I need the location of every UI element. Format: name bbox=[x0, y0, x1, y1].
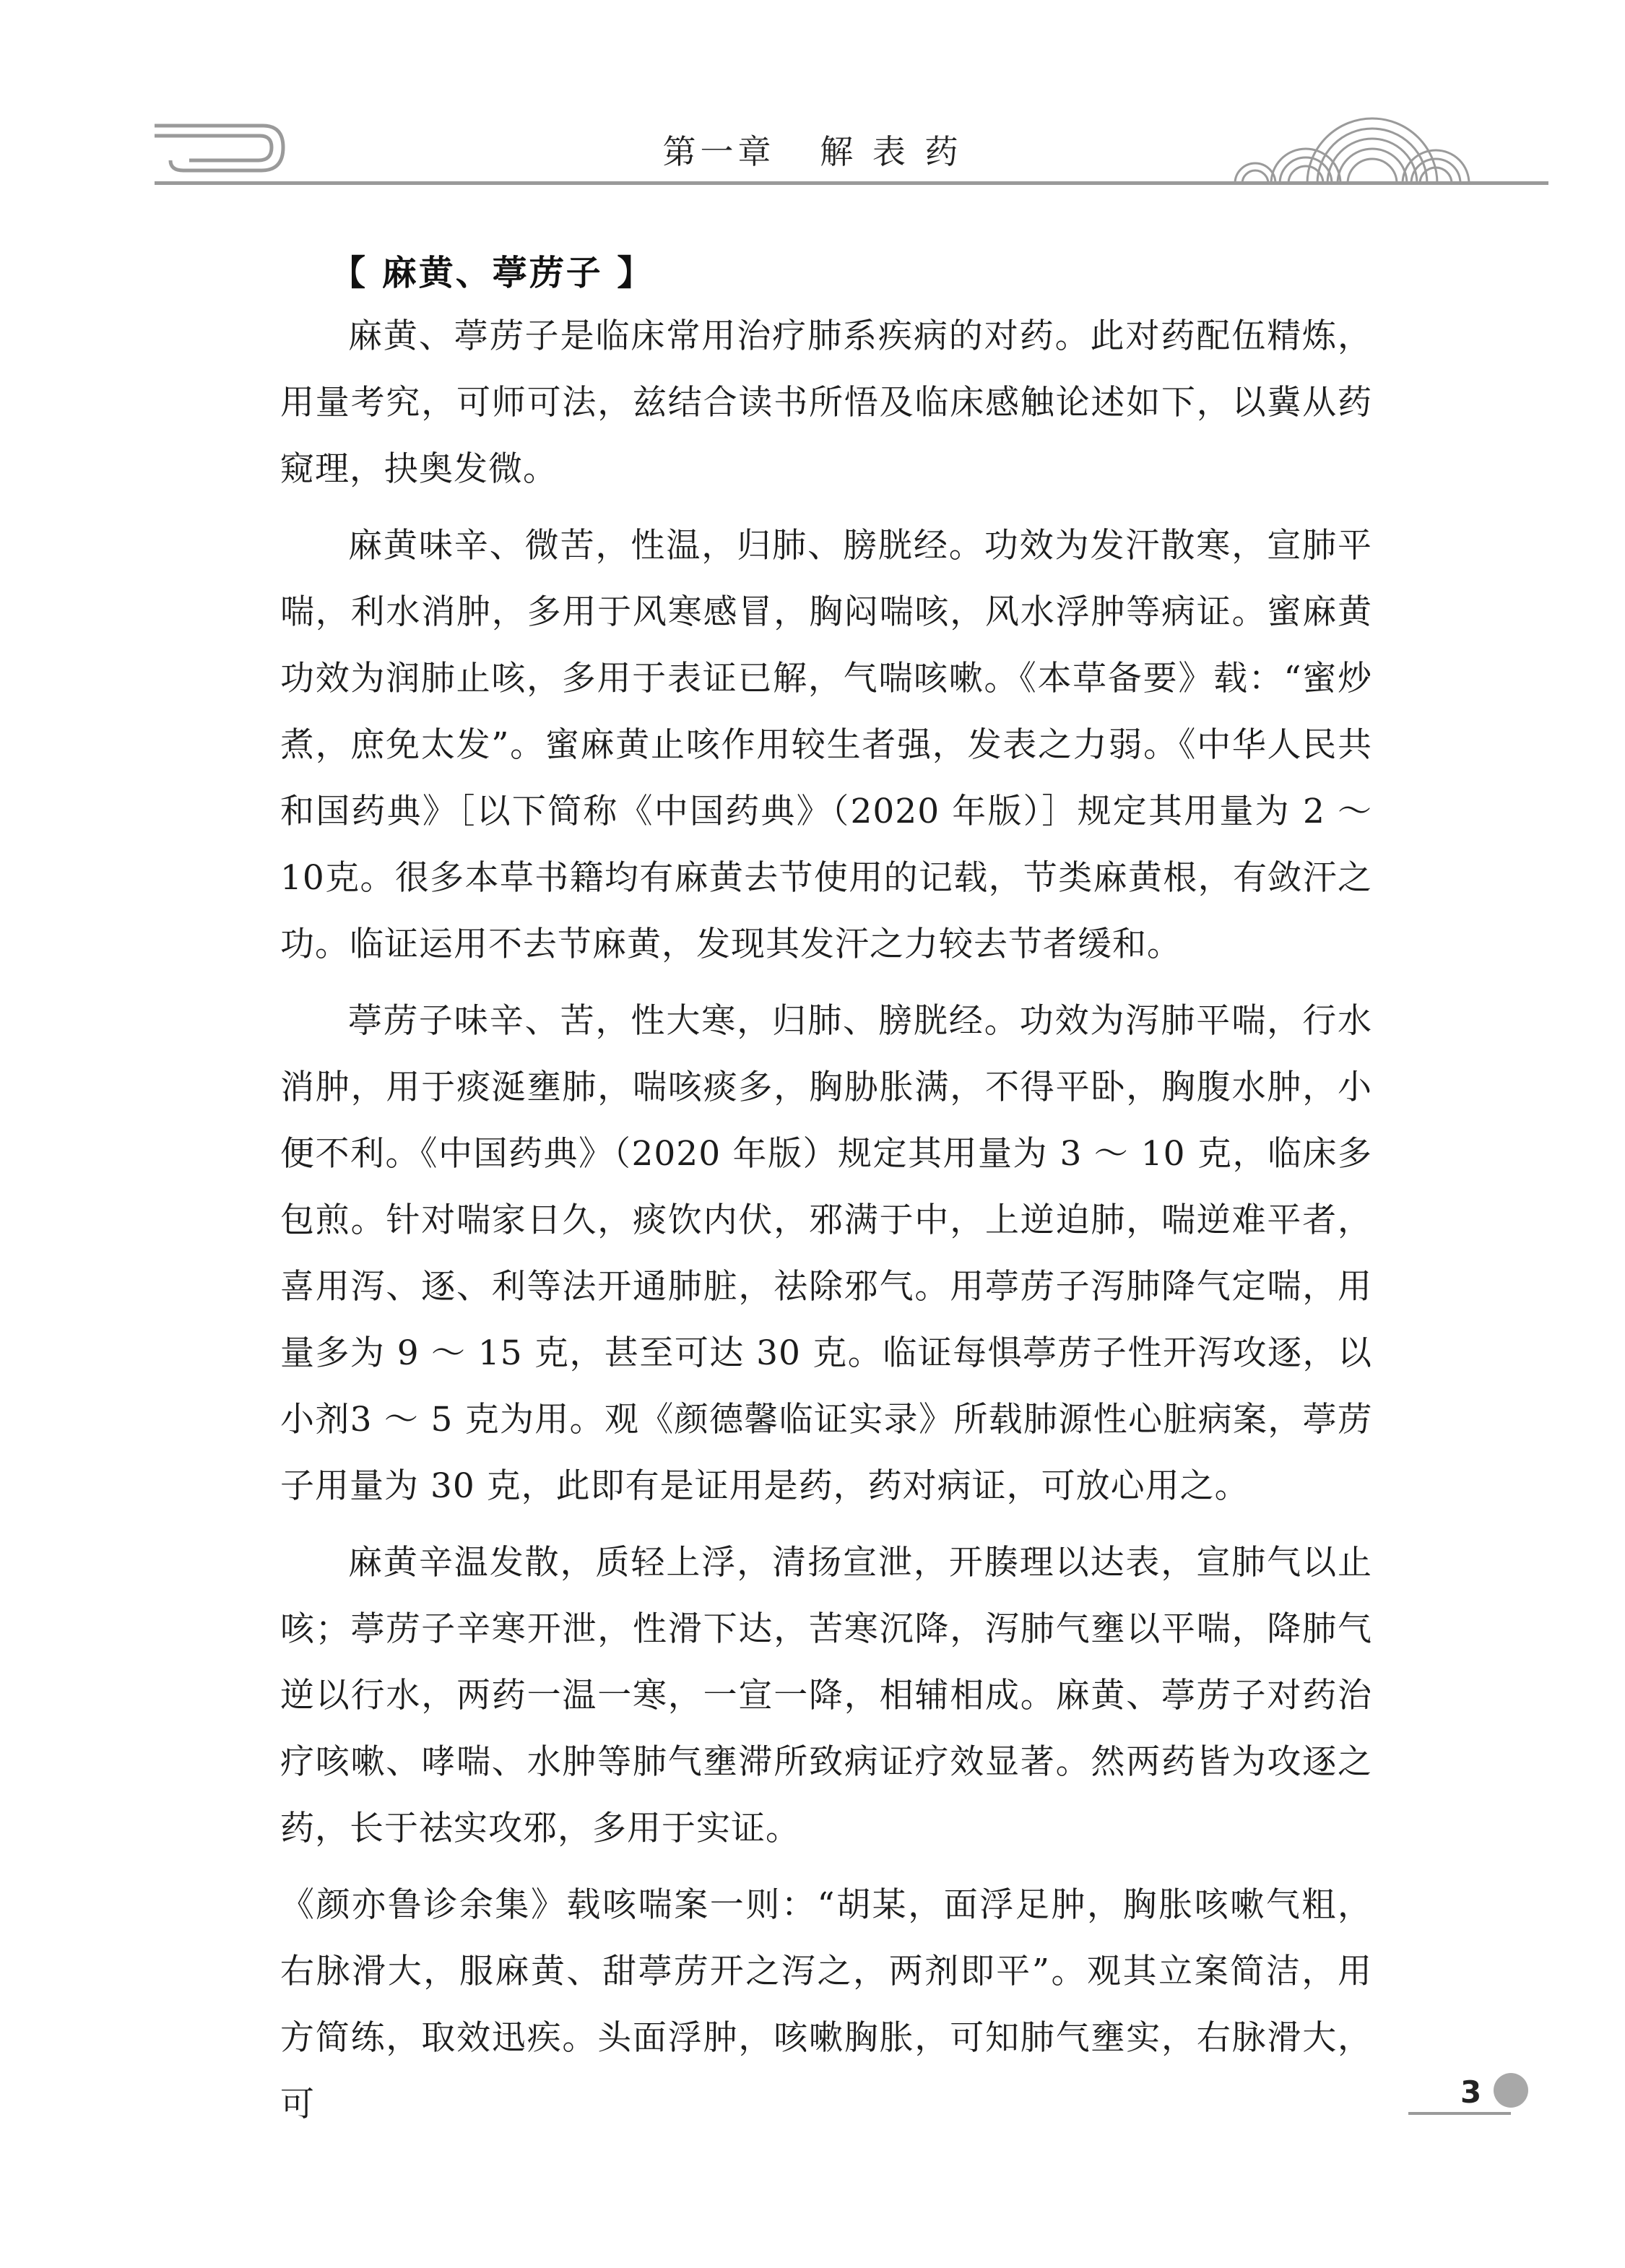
header-scroll-ornament bbox=[155, 116, 292, 185]
page-number: 3 bbox=[1460, 2074, 1482, 2110]
paragraph-combination: 麻黄辛温发散，质轻上浮，清扬宣泄，开腠理以达表，宣肺气以止咳；葶苈子辛寒开泄，性滑下达，苦寒沉降，泻肺气壅以平喘，降肺气逆以行水，两药一温一寒，一宣一降，相辅相成。麻黄、葶苈子对药治疗咳嗽、哮喘、水肿等肺气壅滞所致病证疗效显著。然两药皆为攻逐之药，长于祛实攻邪，多用于实证。 bbox=[280, 1543, 1372, 1848]
page-number-dot bbox=[1494, 2073, 1528, 2108]
paragraph-mahuang: 麻黄味辛、微苦，性温，归肺、膀胱经。功效为发汗散寒，宣肺平喘，利水消肿，多用于风寒感冒，胸闷喘咳，风水浮肿等病证。蜜麻黄功效为润肺止咳，多用于表证已解，气喘咳嗽。《本草备要》载：“蜜炒煮，庶免太发”。蜜麻黄止咳作用较生者强，发表之力弱。《中华人民共和国药典》［以下简称《中国药典》（2020 年版）］规定其用量为 2 ～ 10克。很多本草书籍均有麻黄去节使用的记载，节类麻黄根，有敛汗之功。临证运用不去节麻黄，发现其发汗之力较去节者缓和。 bbox=[280, 526, 1372, 964]
section-title: 【 麻黄、葶苈子 】 bbox=[331, 253, 654, 293]
page-body bbox=[280, 247, 1372, 2148]
footer-rule bbox=[1408, 2112, 1511, 2115]
header-rule bbox=[155, 181, 1548, 185]
paragraph-case-record: 《颜亦鲁诊余集》载咳喘案一则：“胡某，面浮足肿，胸胀咳嗽气粗，右脉滑大，服麻黄、甜葶苈开之泻之，两剂即平”。观其立案简洁，用方简练，取效迅疾。头面浮肿，咳嗽胸胀，可知肺气壅实，右脉滑大，可 bbox=[280, 1885, 1372, 2124]
header-arc-ornament bbox=[1221, 98, 1488, 185]
paragraph-intro: 麻黄、葶苈子是临床常用治疗肺系疾病的对药。此对药配伍精炼，用量考究，可师可法，兹结合读书所悟及临床感触论述如下，以冀从药窥理，抉奥发微。 bbox=[280, 316, 1372, 489]
paragraph-tinglizi: 葶苈子味辛、苦，性大寒，归肺、膀胱经。功效为泻肺平喘，行水消肿，用于痰涎壅肺，喘咳痰多，胸胁胀满，不得平卧，胸腹水肿，小便不利。《中国药典》（2020 年版）规定其用量为 3 ～ 10 克，临床多包煎。针对喘家日久，痰饮内伏，邪满于中，上逆迫肺，喘逆难平者，喜用泻、逐、利等法开通肺脏，祛除邪气。用葶苈子泻肺降气定喘，用量多为 9 ～ 15 克，甚至可达 30 克。临证每惧葶苈子性开泻攻逐，以小剂3 ～ 5 克为用。观《颜德馨临证实录》所载肺源性心脏病案，葶苈子用量为 30 克，此即有是证用是药，药对病证，可放心用之。 bbox=[280, 1001, 1372, 1506]
running-head: 第一章 解 表 药 bbox=[662, 132, 963, 171]
